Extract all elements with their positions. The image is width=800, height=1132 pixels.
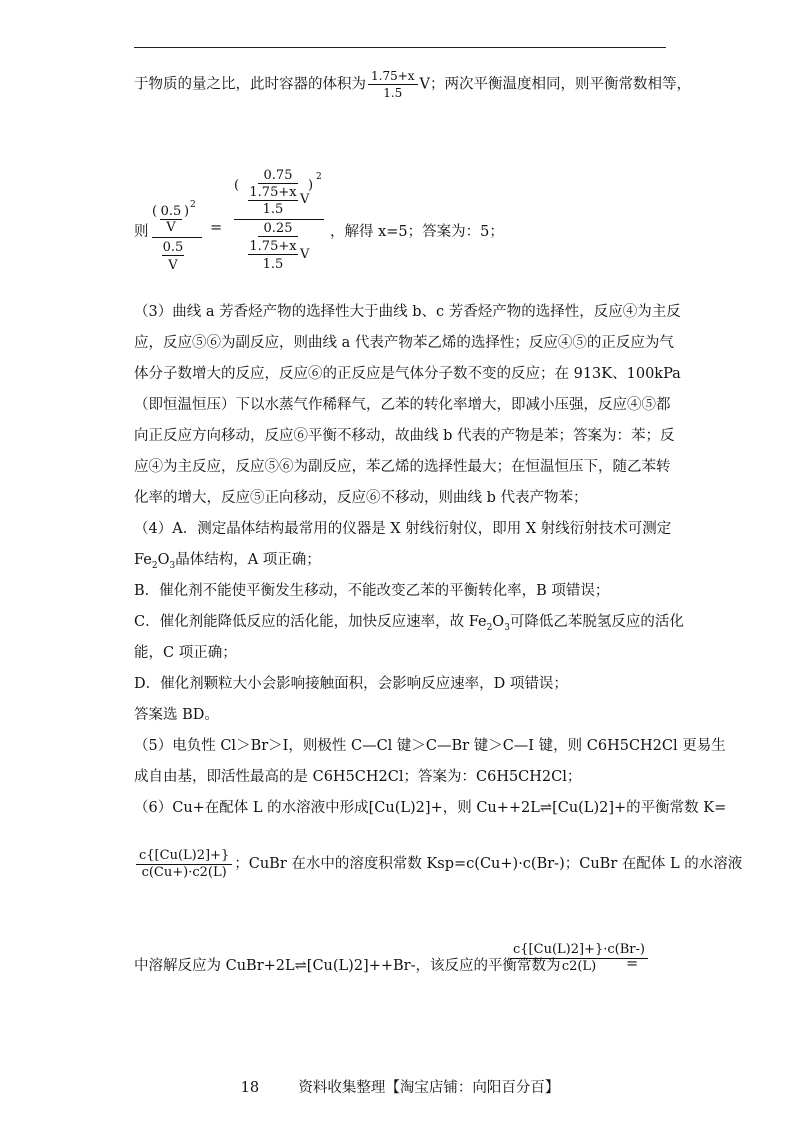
- text-line: 答案选 BD。: [134, 707, 219, 723]
- text: ，解得 x=5；答案为：5；: [330, 224, 504, 240]
- header-rule: [134, 47, 666, 48]
- numerator: c{[Cu(L)2]+}: [136, 848, 232, 865]
- text-line: （4）A．测定晶体结构最常用的仪器是 X 射线衍射仪，即用 X 射线衍射技术可测定: [134, 521, 672, 537]
- k-expression-line: [134, 848, 742, 881]
- text: 晶体结构，A 项正确；: [175, 552, 321, 568]
- text-line: 向正反应方向移动，反应⑥平衡不移动，故曲线 b 代表的产物是苯；答案为：苯；反: [134, 428, 675, 444]
- numerator: 1.75+x: [249, 185, 297, 200]
- subscript: 3: [169, 560, 176, 571]
- text: C．催化剂能降低反应的活化能，加快反应速率，故 Fe: [134, 614, 487, 630]
- numerator: 0.25: [258, 221, 298, 237]
- text: V: [300, 247, 310, 262]
- footer-text: 资料收集整理【淘宝店铺：向阳百分百】: [298, 1080, 560, 1096]
- subscript: 3: [504, 622, 510, 633]
- text: O: [492, 614, 505, 630]
- exponent: 2: [316, 172, 322, 182]
- numerator: 0.75: [258, 168, 298, 184]
- text: 中溶解反应为 CuBr+2L⇌[Cu(L)2]++Br-，该反应的平衡常数为: [134, 958, 561, 974]
- denominator: c2(L): [561, 959, 597, 974]
- text-line: （即恒温恒压）下以水蒸气作稀释气，乙苯的转化率增大，即减小压强，反应④⑤都: [134, 397, 671, 413]
- numerator: 0.5: [162, 240, 184, 255]
- text: V；两次平衡温度相同，则平衡常数相等，: [419, 76, 692, 93]
- k-fraction: [136, 848, 232, 881]
- text: ；CuBr 在水中的溶度积常数 Ksp=c(Cu+)·c(Br-)；CuBr 在配体 L 的水溶液: [234, 856, 743, 872]
- text-line: B．催化剂不能使平衡发生移动，不能改变乙苯的平衡转化率，B 项错误；: [134, 583, 610, 599]
- denominator: 1.5: [262, 202, 284, 217]
- denominator: V: [166, 220, 176, 235]
- text-line: （3）曲线 a 芳香烃产物的选择性大于曲线 b、c 芳香烃产物的选择性，反应④为主反: [134, 304, 681, 320]
- text: V: [300, 192, 310, 207]
- text-line: [134, 612, 684, 638]
- denominator: V: [168, 258, 178, 273]
- text-line: 化率的增大，反应⑤正向移动，反应⑥不移动，则曲线 b 代表产物苯；: [134, 490, 588, 506]
- text-line: [134, 68, 691, 101]
- numerator: 1.75+x: [368, 68, 418, 85]
- denominator: c(Cu+)·c2(L): [141, 865, 227, 880]
- subscript: 2: [151, 560, 158, 571]
- text-line: 能，C 项正确；: [134, 645, 237, 661]
- text: 于物质的量之比，此时容器的体积为: [134, 76, 366, 93]
- numerator: 1.75+x: [249, 239, 297, 254]
- text: 则: [134, 224, 149, 240]
- denominator: 1.5: [262, 257, 284, 272]
- exponent: 2: [190, 200, 196, 210]
- text-line: （6）Cu+在配体 L 的水溶液中形成[Cu(L)2]+，则 Cu++2L⇌[Cu(L)2]+的平衡常数 K=: [134, 800, 727, 816]
- text: 可降低乙苯脱氢反应的活化: [509, 614, 684, 630]
- page-footer: [0, 1076, 800, 1097]
- numerator: c{[Cu(L)2]+}·c(Br-): [510, 942, 648, 959]
- text-line: （5）电负性 Cl＞Br＞I，则极性 C—Cl 键＞C—Br 键＞C—I 键，则 C6H5CH2Cl 更易生: [134, 738, 726, 754]
- text-line: 成自由基，即活性最高的是 C6H5CH2Cl；答案为：C6H5CH2Cl；: [134, 769, 582, 785]
- text-line: D．催化剂颗粒大小会影响接触面积，会影响反应速率，D 项错误；: [134, 676, 568, 692]
- numerator: 0.5: [160, 204, 182, 219]
- text-line: 应④为主反应，反应⑤⑥为副反应，苯乙烯的选择性最大；在恒温恒压下，随乙苯转: [134, 459, 671, 475]
- text-line: 体分子数增大的反应，反应⑥的正反应是气体分子数不变的反应；在 913K、100kPa: [134, 366, 681, 382]
- fraction: [368, 68, 418, 101]
- text: Fe: [134, 552, 152, 568]
- k2-expression-line: [134, 956, 560, 976]
- text: O: [157, 552, 170, 568]
- denominator: 1.5: [383, 86, 403, 100]
- text-line: 应，反应⑤⑥为副反应，则曲线 a 代表产物苯乙烯的选择性；反应④⑤的正反应为气: [134, 335, 674, 351]
- equals: =: [210, 220, 223, 236]
- equals: =: [626, 956, 639, 972]
- page-number: 18: [240, 1080, 260, 1096]
- subscript: 2: [486, 622, 493, 633]
- text-line: [134, 550, 321, 576]
